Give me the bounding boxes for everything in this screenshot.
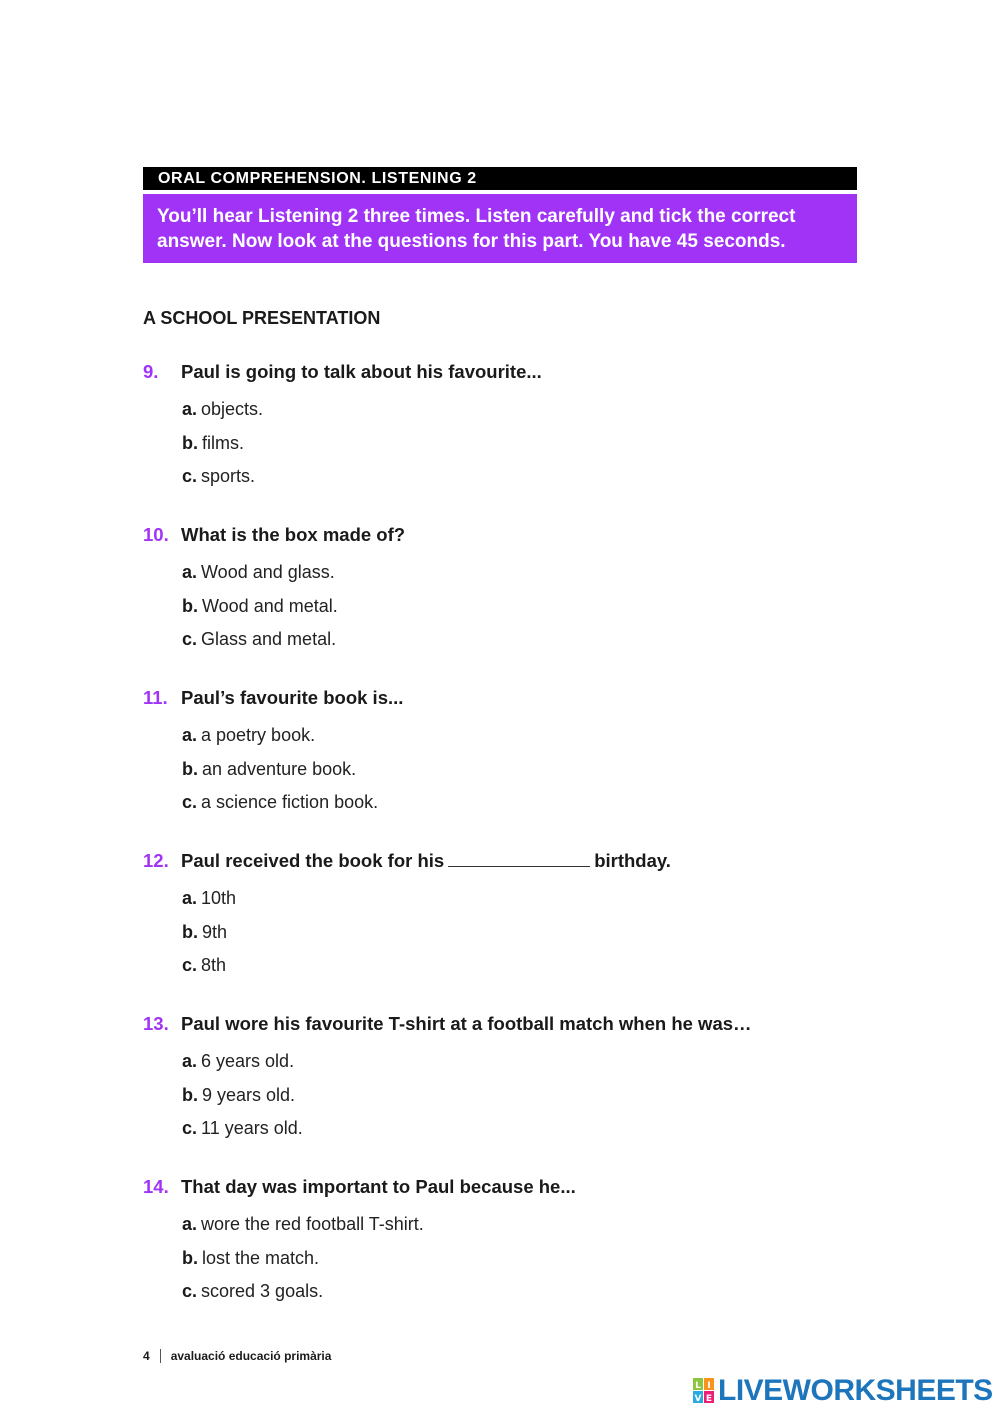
question-14 xyxy=(143,1175,863,1313)
question-text: What is the box made of? xyxy=(181,524,406,545)
option-letter: b. xyxy=(182,921,198,942)
question-text: That day was important to Paul because he... xyxy=(181,1176,576,1197)
liveworksheets-logo xyxy=(693,1376,993,1406)
section-header: ORAL COMPREHENSION. LISTENING 2 xyxy=(143,167,857,190)
question-10 xyxy=(143,523,863,661)
question-number: 10. xyxy=(143,524,169,545)
option-letter: a. xyxy=(182,562,198,582)
question-number: 13. xyxy=(143,1013,169,1034)
option-letter: b. xyxy=(182,595,198,616)
question-number: 14. xyxy=(143,1176,169,1197)
question-text: Paul wore his favourite T-shirt at a football match when he was… xyxy=(181,1013,752,1034)
option-letter: c. xyxy=(182,1281,198,1301)
option-text: a science fiction book. xyxy=(201,792,379,812)
option-letter: c. xyxy=(182,629,198,649)
question-line xyxy=(143,686,863,710)
question-line xyxy=(143,849,863,873)
answer-option-b[interactable] xyxy=(182,1083,863,1117)
option-text: 10th xyxy=(201,888,237,908)
option-letter: a. xyxy=(182,399,198,419)
option-letter: a. xyxy=(182,1214,198,1234)
answer-option-c[interactable] xyxy=(182,627,863,661)
option-letter: c. xyxy=(182,1118,198,1138)
answer-option-a[interactable] xyxy=(182,723,863,757)
answer-option-b[interactable] xyxy=(182,594,863,628)
option-text: scored 3 goals. xyxy=(201,1281,324,1301)
answer-option-b[interactable] xyxy=(182,920,863,954)
page-footer xyxy=(143,1349,331,1363)
option-text: films. xyxy=(202,432,244,453)
question-text: Paul’s favourite book is... xyxy=(181,687,404,708)
question-text-after: birthday. xyxy=(594,850,671,871)
option-text: 9 years old. xyxy=(202,1084,296,1105)
instructions-box: You’ll hear Listening 2 three times. Listen carefully and tick the correct answer. Now look at the questions for this part. You have 45 seconds. xyxy=(143,194,857,263)
question-text: Paul is going to talk about his favourite... xyxy=(181,361,542,382)
answer-option-c[interactable] xyxy=(182,1279,863,1313)
answer-blank xyxy=(448,850,590,867)
question-line xyxy=(143,523,863,547)
option-letter: b. xyxy=(182,1084,198,1105)
question-line xyxy=(143,1175,863,1199)
option-letter: b. xyxy=(182,432,198,453)
answer-option-b[interactable] xyxy=(182,1246,863,1280)
option-text: lost the match. xyxy=(202,1247,320,1268)
option-letter: a. xyxy=(182,725,198,745)
answer-option-a[interactable] xyxy=(182,560,863,594)
answer-option-a[interactable] xyxy=(182,886,863,920)
option-text: wore the red football T-shirt. xyxy=(201,1214,424,1234)
logo-letter: I xyxy=(707,1381,711,1391)
option-letter: b. xyxy=(182,758,198,779)
question-number: 11. xyxy=(143,687,168,708)
option-text: 11 years old. xyxy=(201,1118,303,1138)
answer-option-c[interactable] xyxy=(182,790,863,824)
option-text: Wood and metal. xyxy=(202,595,338,616)
option-text: 8th xyxy=(201,955,227,975)
question-11 xyxy=(143,686,863,824)
answer-option-c[interactable] xyxy=(182,953,863,987)
question-13 xyxy=(143,1012,863,1150)
answer-option-a[interactable] xyxy=(182,1049,863,1083)
option-text: 6 years old. xyxy=(201,1051,295,1071)
question-9 xyxy=(143,360,863,498)
answer-option-b[interactable] xyxy=(182,431,863,465)
option-letter: c. xyxy=(182,466,198,486)
logo-mark-icon xyxy=(693,1378,715,1404)
option-text: objects. xyxy=(201,399,264,419)
option-letter: a. xyxy=(182,1051,198,1071)
page-number: 4 xyxy=(143,1349,150,1363)
section-title: A SCHOOL PRESENTATION xyxy=(143,308,381,328)
logo-letter: L xyxy=(695,1381,701,1391)
answer-option-c[interactable] xyxy=(182,464,863,498)
option-letter: c. xyxy=(182,792,198,812)
answer-option-a[interactable] xyxy=(182,397,863,431)
question-line xyxy=(143,360,863,384)
option-letter: a. xyxy=(182,888,198,908)
question-number: 9. xyxy=(143,361,159,382)
question-text-before: Paul received the book for his xyxy=(181,850,445,871)
answer-option-c[interactable] xyxy=(182,1116,863,1150)
question-number: 12. xyxy=(143,850,169,871)
answer-option-a[interactable] xyxy=(182,1212,863,1246)
footer-text: avaluació educació primària xyxy=(170,1349,332,1363)
logo-letter: V xyxy=(694,1394,702,1404)
logo-text: LIVEWORKSHEETS xyxy=(718,1374,993,1407)
question-12 xyxy=(143,849,863,987)
option-text: an adventure book. xyxy=(202,758,357,779)
option-letter: c. xyxy=(182,955,198,975)
footer-divider xyxy=(160,1349,161,1363)
option-text: Wood and glass. xyxy=(201,562,335,582)
option-text: 9th xyxy=(202,921,228,942)
question-line xyxy=(143,1012,863,1036)
answer-option-b[interactable] xyxy=(182,757,863,791)
option-text: Glass and metal. xyxy=(201,629,337,649)
option-letter: b. xyxy=(182,1247,198,1268)
option-text: sports. xyxy=(201,466,256,486)
logo-letter: E xyxy=(705,1394,713,1404)
option-text: a poetry book. xyxy=(201,725,316,745)
